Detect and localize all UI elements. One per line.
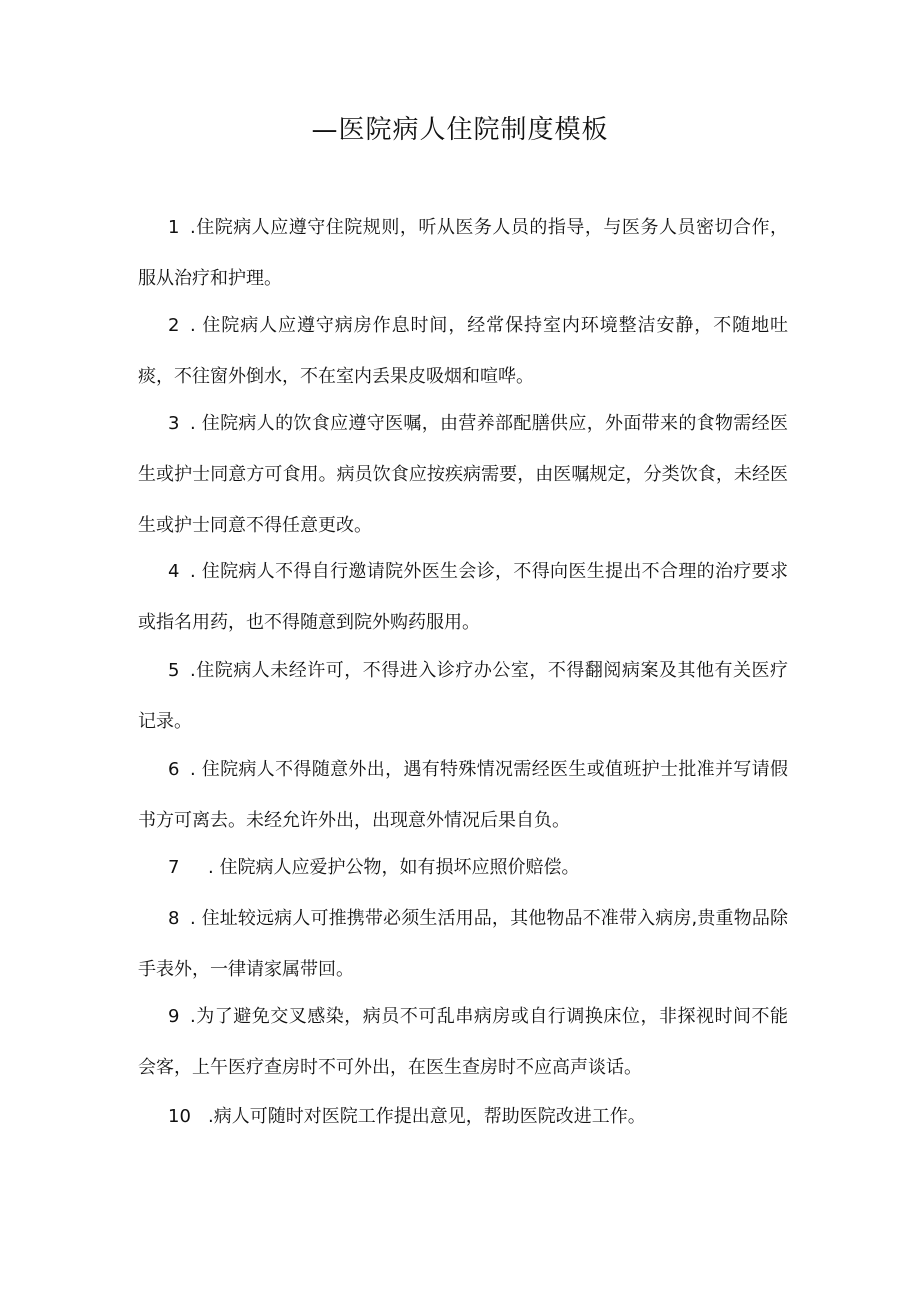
rule-text: .住院病人未经许可，不得进入诊疗办公室，不得翻阅病案及其他有关医疗记录。	[138, 660, 788, 732]
rule-number: 9	[168, 1006, 180, 1027]
rule-number: 8	[168, 908, 180, 929]
rule-text: . 住院病人应爱护公物，如有损坏应照价赔偿。	[208, 857, 580, 878]
rule-text: . 住院病人不得自行邀请院外医生会诊，不得向医生提出不合理的治疗要求或指名用药，也不得随意到院外购药服用。	[138, 561, 788, 633]
rule-item	[138, 744, 788, 846]
rule-number: 3	[168, 413, 180, 434]
rule-item	[138, 991, 788, 1093]
rule-number: 10	[168, 1106, 191, 1127]
rule-item	[138, 1091, 788, 1142]
rule-number: 2	[168, 315, 180, 336]
rule-item	[138, 893, 788, 995]
rule-number: 6	[168, 759, 180, 780]
rule-number: 5	[168, 660, 180, 681]
rule-item	[138, 842, 788, 893]
rule-item	[138, 300, 788, 402]
rule-text: . 住院病人不得随意外出，遇有特殊情况需经医生或值班护士批准并写请假书方可离去。未经允许外出，出现意外情况后果自负。	[138, 759, 788, 831]
rule-item	[138, 645, 788, 747]
rule-text: . 住址较远病人可推携带必须生活用品，其他物品不准带入病房,贵重物品除手表外，一律请家属带回。	[138, 908, 788, 980]
rule-text: . 住院病人应遵守病房作息时间，经常保持室内环境整洁安静，不随地吐痰，不往窗外倒水，不在室内丢果皮吸烟和喧哗。	[138, 315, 788, 387]
rule-number: 7	[168, 857, 180, 878]
rule-item	[138, 398, 788, 551]
document-title: —医院病人住院制度模板	[311, 115, 609, 145]
rule-item	[138, 202, 788, 304]
rule-text: . 住院病人的饮食应遵守医嘱，由营养部配膳供应，外面带来的食物需经医生或护士同意方可食用。病员饮食应按疾病需要，由医嘱规定，分类饮食，未经医生或护士同意不得任意更改。	[138, 413, 788, 536]
rule-number: 1	[168, 217, 180, 238]
rule-number: 4	[168, 561, 180, 582]
rule-text: .住院病人应遵守住院规则，听从医务人员的指导，与医务人员密切合作，服从治疗和护理。	[138, 217, 788, 289]
rule-text: .为了避免交叉感染，病员不可乱串病房或自行调换床位，非探视时间不能会客，上午医疗查房时不可外出，在医生查房时不应高声谈话。	[138, 1006, 788, 1078]
rule-item	[138, 546, 788, 648]
rule-text: .病人可随时对医院工作提出意见，帮助医院改进工作。	[208, 1106, 646, 1127]
